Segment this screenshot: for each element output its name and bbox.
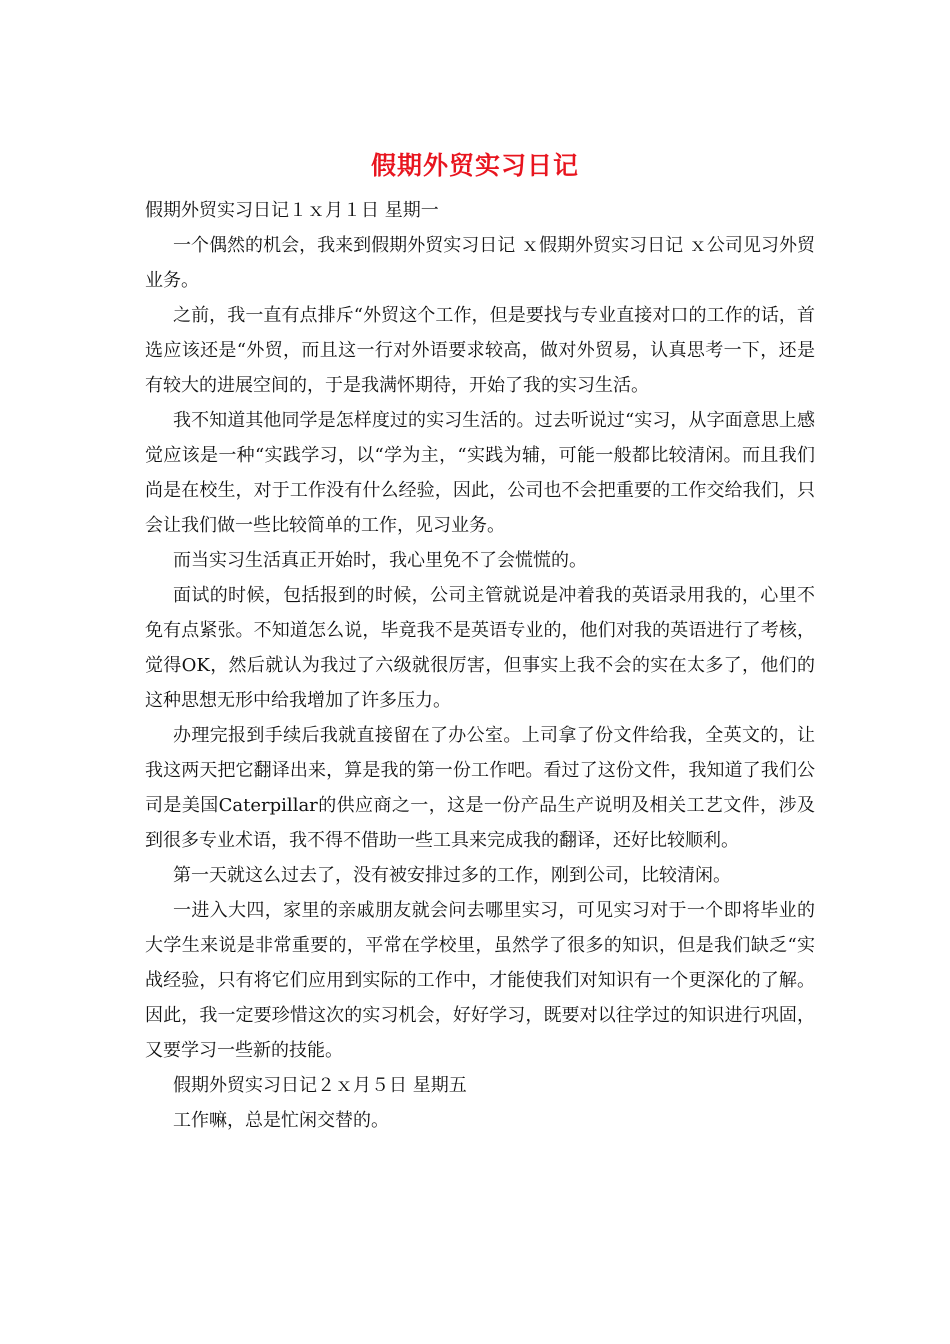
paragraph: 假期外贸实习日记１ｘ月１日 星期一 (145, 200, 439, 221)
paragraph: 假期外贸实习日记２ｘ月５日 星期五 (173, 1075, 467, 1096)
paragraph: 我不知道其他同学是怎样度过的实习生活的。过去听说过“实习，从字面意思上感觉应该是一种“实践学习，以“学为主，“实践为辅，可能一般都比较清闲。而且我们尚是在校生，对于工作没有什么经验，因此，公司也不会把重要的工作交给我们，只会让我们做一些比较简单的工作，见习业务。 (145, 410, 815, 536)
paragraph: 第一天就这么过去了，没有被安排过多的工作，刚到公司，比较清闲。 (173, 865, 731, 886)
paragraph: 之前，我一直有点排斥“外贸这个工作，但是要找与专业直接对口的工作的话，首选应该还是“外贸，而且这一行对外语要求较高，做对外贸易，认真思考一下，还是有较大的进展空间的，于是我满怀期待，开始了我的实习生活。 (145, 305, 815, 396)
paragraph: 办理完报到手续后我就直接留在了办公室。上司拿了份文件给我，全英文的，让我这两天把它翻译出来，算是我的第一份工作吧。看过了这份文件，我知道了我们公司是美国Caterpillar的供应商之一，这是一份产品生产说明及相关工艺文件，涉及到很多专业术语，我不得不借助一些工具来完成我的翻译，还好比较顺利。 (145, 725, 815, 851)
paragraph: 一进入大四，家里的亲戚朋友就会问去哪里实习，可见实习对于一个即将毕业的大学生来说是非常重要的，平常在学校里，虽然学了很多的知识，但是我们缺乏“实战经验，只有将它们应用到实际的工作中，才能使我们对知识有一个更深化的了解。因此，我一定要珍惜这次的实习机会，好好学习，既要对以往学过的知识进行巩固，又要学习一些新的技能。 (145, 900, 815, 1061)
document-body (145, 193, 815, 1138)
paragraph: 而当实习生活真正开始时，我心里免不了会慌慌的。 (173, 550, 587, 571)
paragraph: 面试的时候，包括报到的时候，公司主管就说是冲着我的英语录用我的，心里不免有点紧张。不知道怎么说，毕竟我不是英语专业的，他们对我的英语进行了考核，觉得OK，然后就认为我过了六级就很厉害，但事实上我不会的实在太多了，他们的这种思想无形中给我增加了许多压力。 (145, 585, 815, 711)
paragraph: 一个偶然的机会，我来到假期外贸实习日记 ｘ假期外贸实习日记 ｘ公司见习外贸业务。 (145, 235, 815, 291)
document-title: 假期外贸实习日记 (370, 151, 579, 180)
paragraph: 工作嘛，总是忙闲交替的。 (173, 1110, 389, 1131)
